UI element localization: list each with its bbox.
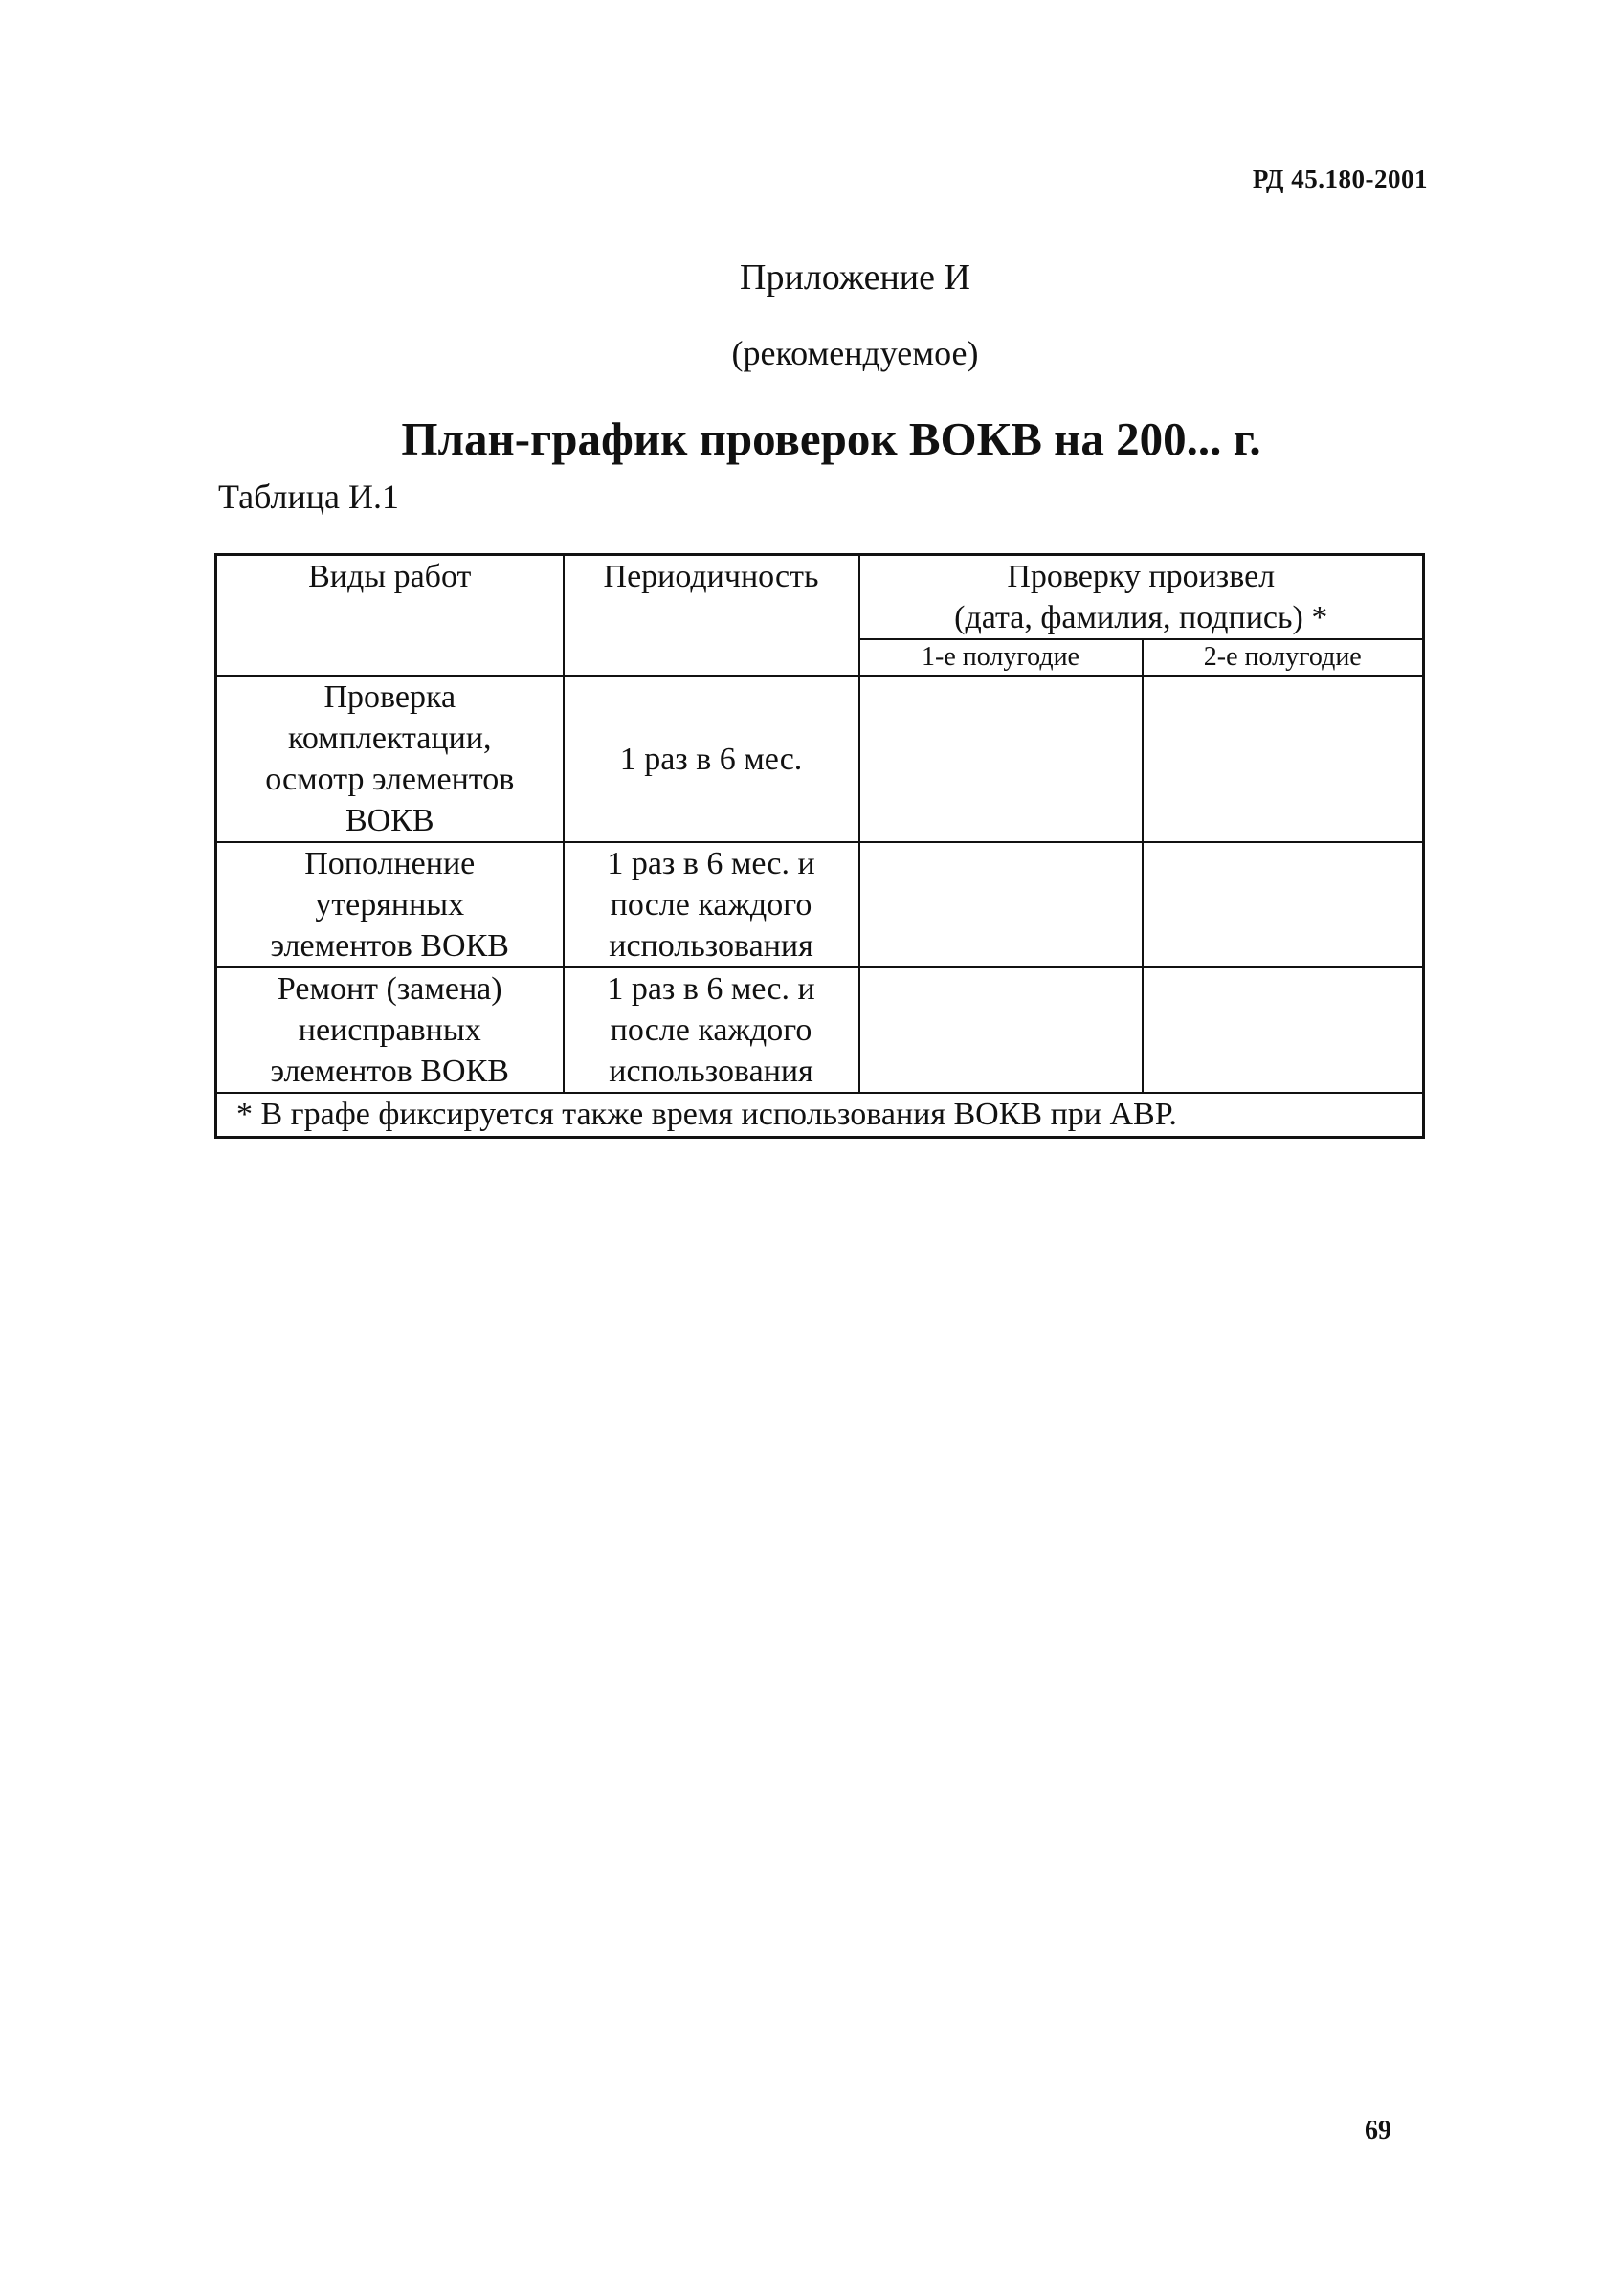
header-half2: 2-е полугодие (1143, 639, 1424, 676)
schedule-table (214, 553, 1425, 1139)
header-half1: 1-е полугодие (859, 639, 1143, 676)
table-row (216, 967, 1424, 1093)
cell-text: 1 раз в 6 мес. и (607, 971, 815, 1007)
cell-text: использования (609, 1054, 813, 1089)
header-work-type: Виды работ (216, 555, 564, 677)
cell-periodicity (564, 967, 859, 1093)
cell-work (216, 676, 564, 842)
cell-half1 (859, 842, 1143, 967)
cell-work (216, 842, 564, 967)
appendix-title: Приложение И (740, 257, 970, 298)
cell-half1 (859, 967, 1143, 1093)
cell-text: элементов ВОКВ (270, 928, 509, 964)
table-footnote-row (216, 1093, 1424, 1138)
cell-text: осмотр элементов (265, 762, 515, 797)
cell-text: 1 раз в 6 мес. (619, 741, 803, 777)
cell-text: Пополнение (304, 846, 476, 881)
cell-text: после каждого (610, 887, 812, 922)
cell-text: утерянных (315, 887, 465, 922)
cell-text: Проверка (323, 679, 456, 715)
cell-text: неисправных (298, 1012, 481, 1048)
cell-half2 (1143, 967, 1424, 1093)
document-code: РД 45.180-2001 (1252, 165, 1428, 193)
cell-text: после каждого (610, 1012, 812, 1048)
cell-text: элементов ВОКВ (270, 1054, 509, 1089)
cell-half1 (859, 676, 1143, 842)
cell-text: комплектации, (288, 721, 492, 756)
appendix-type: (рекомендуемое) (731, 334, 979, 372)
cell-text: 1 раз в 6 мес. и (607, 846, 815, 881)
table-header-row (216, 555, 1424, 640)
header-periodicity: Периодичность (564, 555, 859, 677)
page-title: План-график проверок ВОКВ на 200... г. (401, 412, 1261, 465)
table-caption: Таблица И.1 (218, 478, 399, 516)
cell-work (216, 967, 564, 1093)
cell-periodicity (564, 842, 859, 967)
table-row (216, 842, 1424, 967)
cell-text: использования (609, 928, 813, 964)
header-checked-by-line2: (дата, фамилия, подпись) * (954, 600, 1328, 635)
header-checked-by (859, 555, 1424, 640)
header-checked-by-line1: Проверку произвел (1007, 559, 1276, 594)
cell-half2 (1143, 676, 1424, 842)
cell-periodicity (564, 676, 859, 842)
cell-text: Ремонт (замена) (277, 971, 502, 1007)
table-row (216, 676, 1424, 842)
cell-text: ВОКВ (345, 803, 434, 838)
page-number: 69 (1365, 2116, 1391, 2145)
cell-half2 (1143, 842, 1424, 967)
table-footnote: * В графе фиксируется также время использования ВОКВ при АВР. (216, 1093, 1424, 1138)
